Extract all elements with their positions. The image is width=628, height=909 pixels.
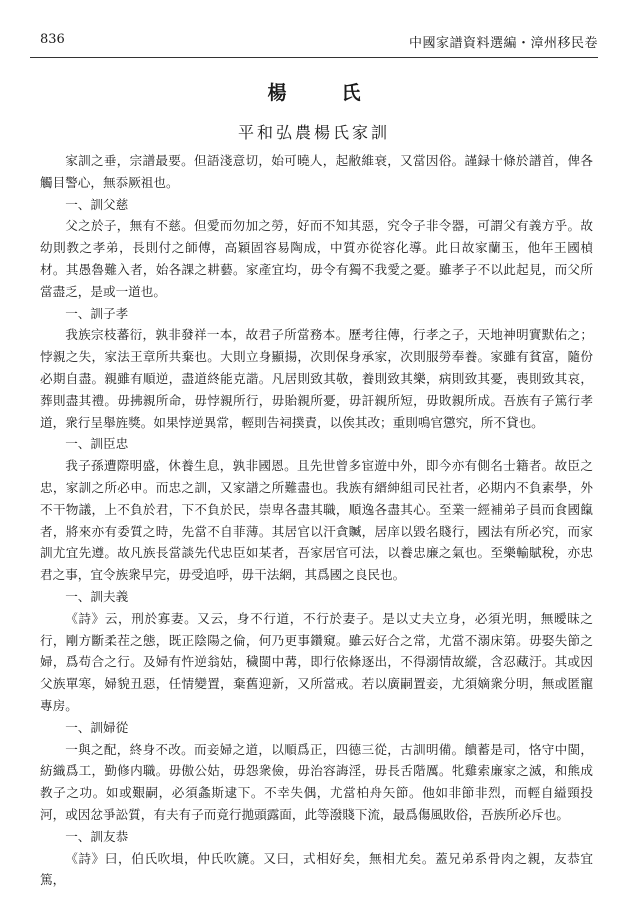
page-number: 836	[40, 32, 65, 47]
page-header	[30, 32, 598, 54]
section-heading-son: 一、訓子孝	[65, 305, 129, 321]
section-body-minister: 我子孫遭際明盛，休養生息，孰非國恩。且先世曾多宦遊中外，即今亦有側名士籍者。故臣之忠，家訓之所必申。而忠之訓，又家譜之所難盡也。我族有縉紳組司民社者，必期内不負素學，外不干物議，上不負於君，下不負於民，崇卑各盡其職，順逸各盡其心。至業一經補弟子員而食國餼者，將來亦有委質之時，先當不自菲薄。其居官以汗貪贓，居庠以毀名賤行，國法有所必究，而家訓尤宜先遵。故凡族長當談先代忠臣如某者，吾家居官可法，以養忠廉之氣也。至樂輸賦稅，亦忠君之事，宜令族衆早完，毋受追呼，毋干法網，其爲國之良民也。	[40, 458, 593, 583]
document-subtitle: 平和弘農楊氏家訓	[237, 123, 390, 142]
section-heading-father: 一、訓父慈	[65, 196, 129, 212]
document-body	[40, 150, 593, 891]
clan-title: 楊 氏	[267, 82, 379, 104]
section-body-father: 父之於子，無有不慈。但愛而勿加之勞，好而不知其惡，究令子非令器，可謂父有義方乎。故幼則教之孝弟，長則付之師傅，高穎固容易陶成，中質亦從容化導。此日故家蘭玉，他年王國楨材。其愚魯難入者，始各課之耕藝。家產宜均，毋令有獨不我愛之憂。雖孝子不以此起見，而父所當盡乏，是或一道也。	[40, 218, 593, 299]
section-heading-brothers: 一、訓友恭	[65, 828, 129, 844]
section-heading-wife: 一、訓婦從	[65, 719, 129, 735]
section-body-wife: 一與之配，終身不改。而妾婦之道，以順爲正，四德三從，古訓明備。饋蓄是司，恪守中閩，紡織爲工，勤修内職。毋傲公姑，毋怨衆儉，毋治容誨淫，毋長舌階厲。牝雞索廉家之滅，和熊成教子之功。如或艱嗣，必須螽斯逮下。不幸失偶，尤當柏舟矢節。他如非節非烈，而輕自縊頸投河，或因忿爭訟質，有夫有子而竟行拋頭露面，此等潑賤下流，最爲傷風敗俗，吾族所必斥也。	[40, 741, 593, 822]
section-body-husband: 《詩》云，刑於寡妻。又云，身不行道，不行於妻子。是以丈夫立身，必須光明，無曖昧之行，剛方斷柔茬之態，既正陰陽之倫，何乃更事鑽窺。雖云好合之常，尤當不溺床第。毋娶失節之婦，爲苟合之行。及婦有忤逆翁姑，穢閩中冓，即行依條逐出，不得溺情故縱，含忍藏汙。其或因父族單寒，婦貌丑惡，任情變置，棄舊迎新，又所當戒。若以廣嗣置妾，尤須嫡衆分明，無或匿寵專房。	[40, 610, 593, 713]
intro-paragraph: 家訓之垂，宗譜最要。但語淺意切，始可曉人，起敝維衰，又當因俗。謹録十條於譜首，俾各觸目警心，無忝厥祖也。	[40, 153, 593, 190]
running-title: 中國家譜資料選編・漳州移民卷	[408, 36, 598, 51]
section-heading-minister: 一、訓臣忠	[65, 436, 129, 452]
section-heading-husband: 一、訓夫義	[65, 588, 129, 604]
header-rule	[30, 57, 598, 58]
section-body-brothers: 《詩》曰，伯氏吹塤，仲氏吹篪。又曰，式相好矣，無相尤矣。蓋兄弟系骨肉之親，友恭宜篤，	[40, 850, 593, 888]
section-body-son: 我族宗枝蕃衍，孰非發祥一本，故君子所當務本。歷考往傳，行孝之子，天地神明實默佑之；悖親之失，家法王章所共棄也。大則立身顯揚，次則保身承家，次則服勞奉養。家雖有貧富，隨份必期自盡。親雖有順逆，盡道終能克諧。凡居則致其敬，養則致其樂，病則致其憂，喪則致其哀，葬則盡其禮。毋拂親所命，毋悖親所行，毋貽親所憂，毋訐親所短，毋敗親所成。吾族有子篤行孝道，衆行呈舉旌獎。如果悖逆異常，輕則告祠撲責，以俟其改；重則鳴官懲究，所不貸也。	[40, 327, 593, 430]
